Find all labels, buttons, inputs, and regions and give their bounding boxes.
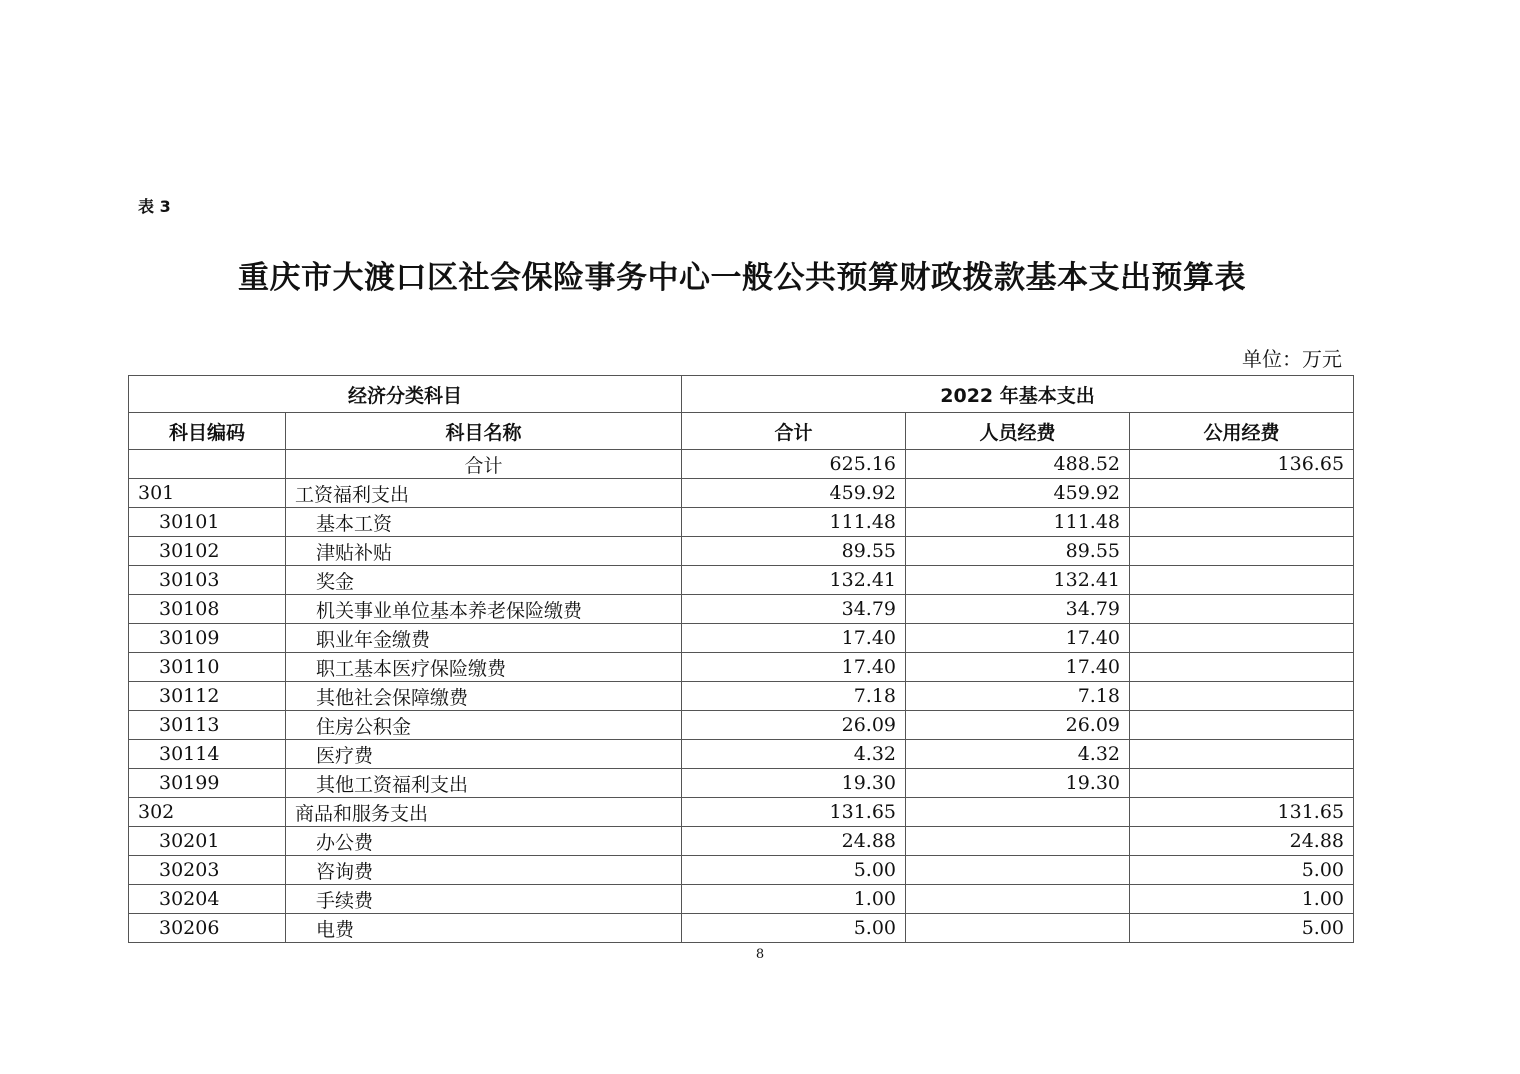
cell-name: 咨询费	[286, 856, 682, 885]
cell-public: 24.88	[1130, 827, 1354, 856]
cell-name: 其他社会保障缴费	[286, 682, 682, 711]
cell-total: 17.40	[682, 624, 906, 653]
table-row	[129, 856, 1354, 885]
cell-code	[129, 450, 286, 479]
cell-name: 津贴补贴	[286, 537, 682, 566]
cell-public	[1130, 711, 1354, 740]
cell-public: 5.00	[1130, 914, 1354, 943]
cell-name: 奖金	[286, 566, 682, 595]
cell-personnel	[906, 827, 1130, 856]
table-label: 表 3	[138, 197, 171, 216]
cell-name: 基本工资	[286, 508, 682, 537]
cell-code: 30110	[129, 653, 286, 682]
header-economic-classification: 经济分类科目	[129, 376, 682, 413]
table-row	[129, 682, 1354, 711]
table-row	[129, 653, 1354, 682]
table-row	[129, 827, 1354, 856]
cell-code: 30203	[129, 856, 286, 885]
cell-personnel	[906, 914, 1130, 943]
table-row	[129, 711, 1354, 740]
cell-personnel: 34.79	[906, 595, 1130, 624]
cell-code: 30114	[129, 740, 286, 769]
table-row	[129, 798, 1354, 827]
page-title: 重庆市大渡口区社会保险事务中心一般公共预算财政拨款基本支出预算表	[238, 260, 1246, 296]
cell-total: 1.00	[682, 885, 906, 914]
cell-name: 其他工资福利支出	[286, 769, 682, 798]
table-row	[129, 595, 1354, 624]
cell-code: 301	[129, 479, 286, 508]
header-public-expenses: 公用经费	[1130, 413, 1354, 450]
cell-code: 30112	[129, 682, 286, 711]
page-number: 8	[755, 947, 765, 962]
table-row	[129, 508, 1354, 537]
cell-name: 医疗费	[286, 740, 682, 769]
cell-personnel: 4.32	[906, 740, 1130, 769]
table-row	[129, 914, 1354, 943]
budget-table	[128, 375, 1354, 943]
cell-code: 30206	[129, 914, 286, 943]
cell-name: 住房公积金	[286, 711, 682, 740]
table-row	[129, 885, 1354, 914]
table-row	[129, 769, 1354, 798]
cell-personnel	[906, 856, 1130, 885]
cell-name: 机关事业单位基本养老保险缴费	[286, 595, 682, 624]
cell-personnel	[906, 885, 1130, 914]
cell-total: 24.88	[682, 827, 906, 856]
cell-personnel	[906, 798, 1130, 827]
cell-code: 30199	[129, 769, 286, 798]
cell-public	[1130, 479, 1354, 508]
cell-code: 30108	[129, 595, 286, 624]
header-subject-code: 科目编码	[129, 413, 286, 450]
cell-public	[1130, 682, 1354, 711]
header-subject-name: 科目名称	[286, 413, 682, 450]
unit-label: 单位：万元	[1242, 347, 1342, 371]
cell-total: 625.16	[682, 450, 906, 479]
cell-name: 职工基本医疗保险缴费	[286, 653, 682, 682]
cell-personnel: 26.09	[906, 711, 1130, 740]
cell-code: 30201	[129, 827, 286, 856]
cell-total: 5.00	[682, 856, 906, 885]
header-column-row	[129, 413, 1354, 450]
cell-public: 1.00	[1130, 885, 1354, 914]
cell-total: 34.79	[682, 595, 906, 624]
cell-personnel: 19.30	[906, 769, 1130, 798]
cell-personnel: 488.52	[906, 450, 1130, 479]
table-row	[129, 450, 1354, 479]
cell-total: 17.40	[682, 653, 906, 682]
cell-public: 136.65	[1130, 450, 1354, 479]
cell-code: 30113	[129, 711, 286, 740]
table-row	[129, 537, 1354, 566]
cell-personnel: 111.48	[906, 508, 1130, 537]
cell-name: 手续费	[286, 885, 682, 914]
cell-total: 7.18	[682, 682, 906, 711]
table-row	[129, 566, 1354, 595]
table-row	[129, 740, 1354, 769]
cell-code: 30101	[129, 508, 286, 537]
cell-name: 职业年金缴费	[286, 624, 682, 653]
cell-personnel: 7.18	[906, 682, 1130, 711]
header-personnel-expenses: 人员经费	[906, 413, 1130, 450]
cell-personnel: 17.40	[906, 653, 1130, 682]
cell-public	[1130, 508, 1354, 537]
cell-public	[1130, 566, 1354, 595]
cell-total: 459.92	[682, 479, 906, 508]
cell-public	[1130, 595, 1354, 624]
cell-public: 5.00	[1130, 856, 1354, 885]
cell-personnel: 132.41	[906, 566, 1130, 595]
cell-name: 工资福利支出	[286, 479, 682, 508]
cell-public	[1130, 624, 1354, 653]
cell-code: 30204	[129, 885, 286, 914]
cell-name: 电费	[286, 914, 682, 943]
cell-code: 302	[129, 798, 286, 827]
cell-total: 26.09	[682, 711, 906, 740]
cell-total: 132.41	[682, 566, 906, 595]
header-basic-expenditure-2022: 2022 年基本支出	[682, 376, 1354, 413]
table-row	[129, 624, 1354, 653]
cell-public	[1130, 740, 1354, 769]
cell-code: 30109	[129, 624, 286, 653]
cell-name: 办公费	[286, 827, 682, 856]
cell-personnel: 17.40	[906, 624, 1130, 653]
cell-total: 4.32	[682, 740, 906, 769]
cell-public: 131.65	[1130, 798, 1354, 827]
header-group-row	[129, 376, 1354, 413]
cell-code: 30103	[129, 566, 286, 595]
cell-total: 19.30	[682, 769, 906, 798]
cell-personnel: 89.55	[906, 537, 1130, 566]
cell-public	[1130, 769, 1354, 798]
header-total: 合计	[682, 413, 906, 450]
cell-name: 合计	[286, 450, 682, 479]
cell-total: 131.65	[682, 798, 906, 827]
cell-total: 111.48	[682, 508, 906, 537]
cell-public	[1130, 653, 1354, 682]
cell-public	[1130, 537, 1354, 566]
table-row	[129, 479, 1354, 508]
cell-code: 30102	[129, 537, 286, 566]
cell-total: 89.55	[682, 537, 906, 566]
cell-personnel: 459.92	[906, 479, 1130, 508]
cell-name: 商品和服务支出	[286, 798, 682, 827]
cell-total: 5.00	[682, 914, 906, 943]
